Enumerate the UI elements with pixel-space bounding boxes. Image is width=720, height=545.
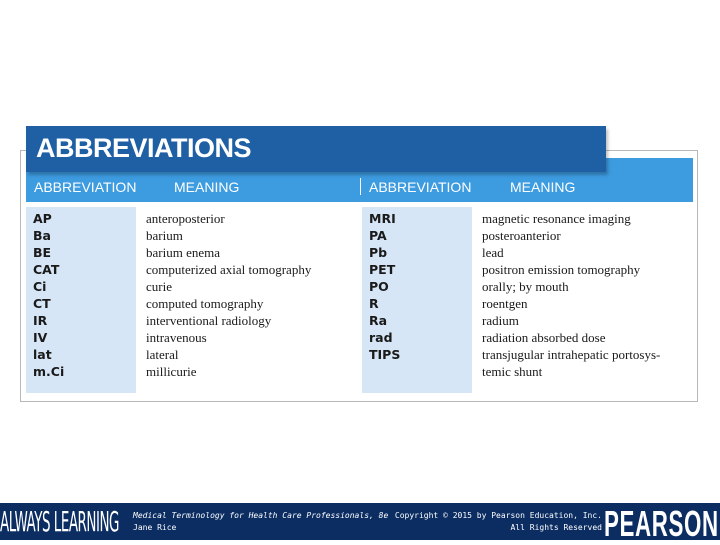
abbreviation: AP: [33, 211, 52, 226]
abbreviation: Pb: [369, 245, 388, 260]
header-abbreviation-1: ABBREVIATION: [34, 179, 137, 195]
header-abbreviation-2: ABBREVIATION: [369, 179, 472, 195]
copyright-line: Copyright © 2015 by Pearson Education, Inc.: [394, 511, 602, 520]
abbreviation: IV: [33, 330, 48, 345]
book-title: Medical Terminology for Health Care Professionals, 8e: [133, 511, 389, 520]
right-meaning-list: [482, 210, 660, 380]
book-info: [133, 510, 388, 534]
abbreviation: PET: [369, 262, 396, 277]
abbreviation: [369, 363, 400, 380]
right-abbreviation-list: [369, 210, 400, 380]
left-meaning-list: [146, 210, 311, 380]
abbreviation: CT: [33, 296, 51, 311]
meaning: transjugular intrahepatic portosys-: [482, 347, 661, 362]
meaning: lateral: [146, 347, 179, 362]
abbreviation: Ba: [33, 228, 51, 243]
meaning: radiation absorbed dose: [482, 330, 606, 345]
meaning: roentgen: [482, 296, 528, 311]
meaning: curie: [146, 279, 172, 294]
meaning: barium: [146, 228, 183, 243]
abbreviation: TIPS: [369, 347, 401, 362]
abbreviation: PO: [369, 279, 389, 294]
meaning: computerized axial tomography: [146, 262, 312, 277]
meaning: computed tomography: [146, 296, 264, 311]
abbreviation: rad: [369, 330, 393, 345]
pearson-wordmark: PEARSON: [604, 503, 719, 544]
always-learning-logo: ALWAYS LEARNING: [0, 505, 119, 538]
meaning: temic shunt: [482, 364, 543, 379]
abbreviation: BE: [33, 245, 52, 260]
meaning: millicurie: [146, 364, 197, 379]
abbreviation: PA: [369, 228, 387, 243]
meaning: posteroanterior: [482, 228, 561, 243]
abbreviation: lat: [33, 347, 52, 362]
header-meaning-1: MEANING: [174, 179, 240, 195]
meaning: orally; by mouth: [482, 279, 569, 294]
meaning: magnetic resonance imaging: [482, 211, 631, 226]
meaning: barium enema: [146, 245, 220, 260]
title-bar: [26, 126, 606, 172]
meaning: interventional radiology: [146, 313, 272, 328]
meaning: lead: [482, 245, 504, 260]
book-author: Jane Rice: [133, 523, 177, 532]
abbreviation: IR: [33, 313, 48, 328]
header-divider: [360, 178, 361, 195]
header-meaning-2: MEANING: [510, 179, 576, 195]
abbreviation: MRI: [369, 211, 396, 226]
abbreviation: m.Ci: [33, 364, 65, 379]
meaning: intravenous: [146, 330, 207, 345]
footer: [0, 503, 720, 544]
copyright: [395, 510, 602, 534]
meaning: positron emission tomography: [482, 262, 641, 277]
meaning: radium: [482, 313, 519, 328]
meaning: anteroposterior: [146, 211, 225, 226]
abbreviation: CAT: [33, 262, 60, 277]
abbreviation: R: [369, 296, 379, 311]
page-title: ABBREVIATIONS: [36, 133, 252, 163]
left-abbreviation-list: [33, 210, 64, 380]
abbreviation: Ra: [369, 313, 388, 328]
abbreviation: Ci: [33, 279, 47, 294]
rights-line: All Rights Reserved: [510, 523, 602, 532]
pearson-logo: [602, 503, 720, 544]
